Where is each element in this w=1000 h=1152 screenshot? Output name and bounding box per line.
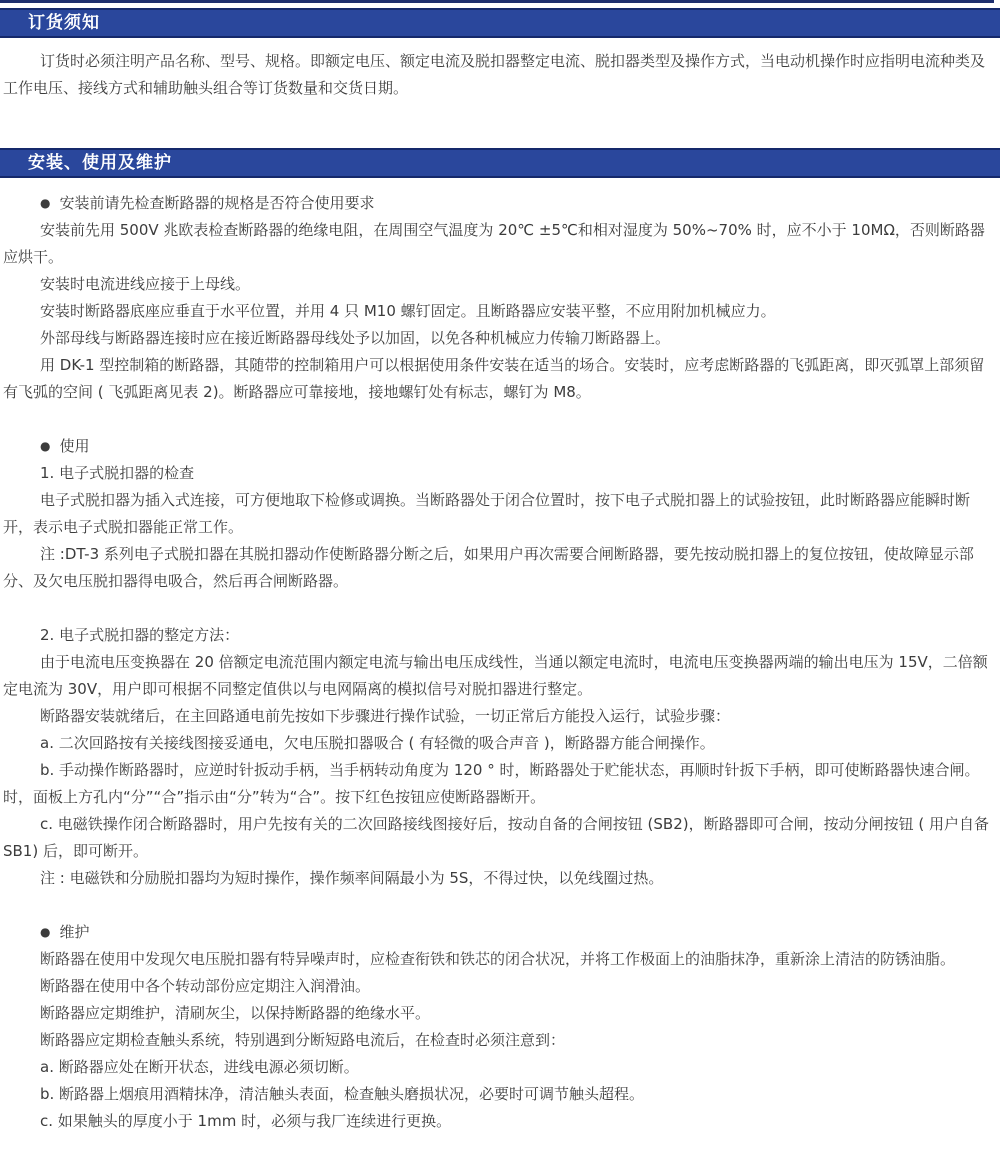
usage-paragraph: 电子式脱扣器为插入式连接，可方便地取下检修或调换。当断路器处于闭合位置时，按下电子式脱扣器上的试验按钮，此时断路器应能瞬时断开，表示电子式脱扣器能正常工作。 xyxy=(3,491,971,536)
maintenance-paragraph: 断路器应定期维护，清刷灰尘，以保持断路器的绝缘水平。 xyxy=(40,1004,431,1022)
ordering-section-body xyxy=(0,48,1000,102)
usage-paragraph: 1. 电子式脱扣器的检查 xyxy=(40,464,195,482)
install-paragraph: 外部母线与断路器连接时应在接近断路器母线处予以加固，以免各种机械应力传输刀断路器上。 xyxy=(40,329,671,347)
usage-paragraph: 2. 电子式脱扣器的整定方法： xyxy=(40,626,240,644)
maintenance-paragraph: 断路器在使用中发现欠电压脱扣器有特异噪声时，应检查衔铁和铁芯的闭合状况，并将工作极面上的油脂抹净，重新涂上清洁的防锈油脂。 xyxy=(40,950,956,968)
vertical-gap xyxy=(3,892,997,919)
section-header-install-use-maintain xyxy=(0,148,1000,178)
usage-step-b: b. 手动操作断路器时，应逆时针扳动手柄，当手柄转动角度为 120 ° 时，断路器处于贮能状态，再顺时针扳下手柄，即可使断路器快速合闸。时，面板上方孔内“分”“合”指示由“分”转为“合”。按下红色按钮应使断路器断开。 xyxy=(3,761,980,806)
maintenance-step-c: c. 如果触头的厚度小于 1mm 时，必须与我厂连续进行更换。 xyxy=(40,1112,452,1130)
install-paragraph: 用 DK-1 型控制箱的断路器，其随带的控制箱用户可以根据使用条件安装在适当的场合。安装时，应考虑断路器的飞弧距离，即灭弧罩上部须留有飞弧的空间 ( 飞弧距离见表 2)。断路器应可靠接地，接地螺钉处有标志，螺钉为 M8。 xyxy=(3,356,985,401)
vertical-gap xyxy=(3,595,997,622)
maintenance-step-a: a. 断路器应处在断开状态，进线电源必须切断。 xyxy=(40,1058,359,1076)
page-top-rule xyxy=(0,0,994,3)
usage-note: 注 : 电磁铁和分励脱扣器均为短时操作，操作频率间隔最小为 5S，不得过快，以免线圈过热。 xyxy=(40,869,664,887)
usage-step-c: c. 电磁铁操作闭合断路器时，用户先按有关的二次回路接线图接好后，按动自备的合闸按钮 (SB2)，断路器即可合闸，按动分闸按钮 ( 用户自备 SB1) 后，即可断开。 xyxy=(3,815,990,860)
vertical-gap xyxy=(3,406,997,433)
section-title-install-use-maintain: 安装、使用及维护 xyxy=(28,152,172,173)
usage-heading xyxy=(3,433,997,460)
usage-paragraph: 断路器安装就绪后，在主回路通电前先按如下步骤进行操作试验，一切正常后方能投入运行，试验步骤： xyxy=(40,707,731,725)
usage-step-a: a. 二次回路按有关接线图接妥通电，欠电压脱扣器吸合 ( 有轻微的吸合声音 )，断路器方能合闸操作。 xyxy=(40,734,715,752)
install-paragraph: 安装前先用 500V 兆欧表检查断路器的绝缘电阻，在周围空气温度为 20℃ ±5℃和相对湿度为 50%~70% 时，应不小于 10MΩ，否则断路器应烘干。 xyxy=(3,221,985,266)
maintenance-step-b: b. 断路器上烟痕用酒精抹净，清洁触头表面，检查触头磨损状况，必要时可调节触头超程。 xyxy=(40,1085,645,1103)
install-check-heading-text: 安装前请先检查断路器的规格是否符合使用要求 xyxy=(59,194,375,212)
install-paragraph: 安装时断路器底座应垂直于水平位置，并用 4 只 M10 螺钉固定。且断路器应安装平整，不应用附加机械应力。 xyxy=(40,302,776,320)
maintenance-paragraph: 断路器在使用中各个转动部份应定期注入润滑油。 xyxy=(40,977,371,995)
maintenance-paragraph: 断路器应定期检查触头系统，特别遇到分断短路电流后，在检查时必须注意到： xyxy=(40,1031,566,1049)
section-title-ordering: 订货须知 xyxy=(28,12,100,33)
bullet-dot-icon: ● xyxy=(40,925,51,939)
install-check-heading xyxy=(3,190,997,217)
ordering-paragraph: 订货时必须注明产品名称、型号、规格。即额定电压、额定电流及脱扣器整定电流、脱扣器类型及操作方式，当电动机操作时应指明电流种类及工作电压、接线方式和辅助触头组合等订货数量和交货日期。 xyxy=(3,52,986,97)
install-use-maintain-body xyxy=(0,190,1000,1135)
bullet-dot-icon: ● xyxy=(40,196,51,210)
usage-heading-text: 使用 xyxy=(59,437,90,455)
maintenance-heading xyxy=(3,919,997,946)
usage-paragraph: 注 :DT-3 系列电子式脱扣器在其脱扣器动作使断路器分断之后，如果用户再次需要合闸断路器，要先按动脱扣器上的复位按钮，使故障显示部分、及欠电压脱扣器得电吸合，然后再合闸断路器。 xyxy=(3,545,974,590)
section-header-ordering xyxy=(0,8,1000,38)
bullet-dot-icon: ● xyxy=(40,439,51,453)
usage-paragraph: 由于电流电压变换器在 20 倍额定电流范围内额定电流与输出电压成线性，当通以额定电流时，电流电压变换器两端的输出电压为 15V，二倍额定电流为 30V，用户即可根据不同整定值供以与电网隔离的模拟信号对脱扣器进行整定。 xyxy=(3,653,988,698)
install-paragraph: 安装时电流进线应接于上母线。 xyxy=(40,275,251,293)
maintenance-heading-text: 维护 xyxy=(59,923,90,941)
